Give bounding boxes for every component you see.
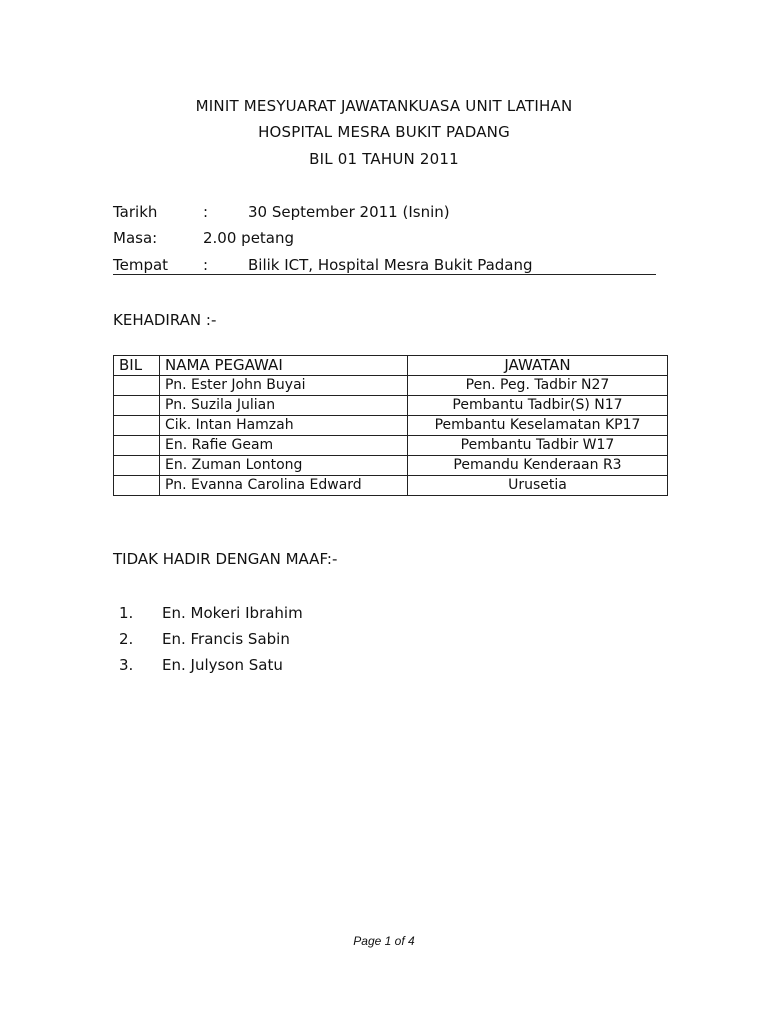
col-header-nama: NAMA PEGAWAI (160, 356, 408, 376)
kehadiran-heading: KEHADIRAN :- (113, 311, 217, 329)
col-header-bil: BIL (114, 356, 160, 376)
cell-jawatan: Pembantu Keselamatan KP17 (408, 416, 668, 436)
meta-tarikh-value: 30 September 2011 (Isnin) (248, 203, 450, 221)
meta-tempat-label: Tempat (113, 256, 169, 274)
list-item (119, 629, 519, 649)
cell-nama: En. Zuman Lontong (160, 456, 408, 476)
list-item-name: En. Julyson Satu (162, 656, 283, 674)
meta-tarikh (113, 202, 673, 222)
cell-nama: Pn. Evanna Carolina Edward (160, 476, 408, 496)
cell-jawatan: Pen. Peg. Tadbir N27 (408, 376, 668, 396)
title-line-1: MINIT MESYUARAT JAWATANKUASA UNIT LATIHAN (195, 97, 573, 115)
meta-masa-value: 2.00 petang (203, 229, 295, 247)
title-line-2: HOSPITAL MESRA BUKIT PADANG (258, 123, 510, 141)
meta-masa-label: Masa: (113, 229, 158, 247)
list-item-number: 1. (119, 604, 134, 622)
cell-bil (114, 456, 160, 476)
meta-tarikh-label: Tarikh (113, 203, 158, 221)
cell-nama: Pn. Suzila Julian (160, 396, 408, 416)
cell-bil (114, 476, 160, 496)
cell-bil (114, 416, 160, 436)
cell-nama: Cik. Intan Hamzah (160, 416, 408, 436)
table-row (114, 436, 668, 456)
list-item (119, 603, 519, 623)
table-row (114, 456, 668, 476)
cell-bil (114, 376, 160, 396)
meta-tempat (113, 255, 673, 275)
table-header-row (114, 356, 668, 376)
list-item-number: 2. (119, 630, 134, 648)
table-row (114, 416, 668, 436)
meta-masa (113, 228, 673, 248)
meta-tempat-value: Bilik ICT, Hospital Mesra Bukit Padang (248, 256, 533, 274)
cell-jawatan: Pemandu Kenderaan R3 (408, 456, 668, 476)
list-item (119, 655, 519, 675)
table-row (114, 476, 668, 496)
cell-bil (114, 436, 160, 456)
cell-nama: En. Rafie Geam (160, 436, 408, 456)
tidak-hadir-heading: TIDAK HADIR DENGAN MAAF:- (113, 550, 338, 568)
cell-jawatan: Pembantu Tadbir W17 (408, 436, 668, 456)
meta-tempat-colon: : (203, 256, 209, 274)
table-row (114, 376, 668, 396)
page-number: Page 1 of 4 (353, 934, 415, 948)
cell-jawatan: Urusetia (408, 476, 668, 496)
cell-bil (114, 396, 160, 416)
attendance-table (113, 355, 668, 496)
meta-tarikh-colon: : (203, 203, 209, 221)
col-header-jawatan: JAWATAN (408, 356, 668, 376)
list-item-name: En. Mokeri Ibrahim (162, 604, 303, 622)
list-item-number: 3. (119, 656, 134, 674)
title-line-3: BIL 01 TAHUN 2011 (309, 150, 459, 168)
cell-jawatan: Pembantu Tadbir(S) N17 (408, 396, 668, 416)
table-row (114, 396, 668, 416)
meta-divider (113, 274, 656, 275)
list-item-name: En. Francis Sabin (162, 630, 290, 648)
cell-nama: Pn. Ester John Buyai (160, 376, 408, 396)
